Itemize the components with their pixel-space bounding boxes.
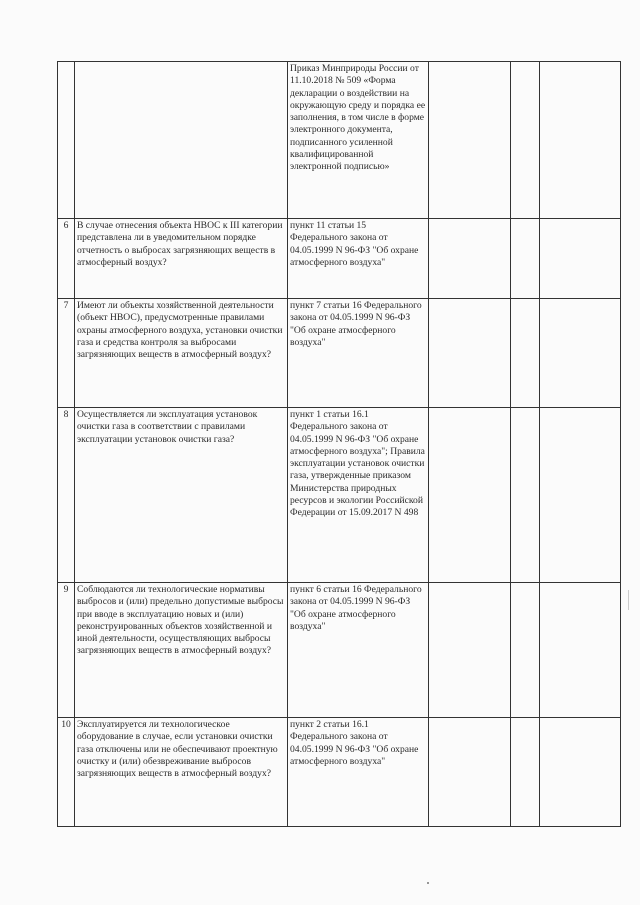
checklist-table — [57, 61, 621, 827]
row-number: 6 — [58, 219, 75, 299]
answer-cell — [511, 299, 540, 408]
requirements-cell: Приказ Минприроды России от 11.10.2018 № 509 «Форма декларации о воздействии на окружающую среду и порядка ее заполнения, в том числе в форме электронного документа, подписанного усиленной квалифицированной электронной подписью» — [288, 62, 429, 219]
answer-cell — [429, 299, 511, 408]
row-number — [58, 62, 75, 219]
row-number: 7 — [58, 299, 75, 408]
table-row — [58, 718, 621, 827]
note-cell — [540, 219, 621, 299]
question-cell: Имеют ли объекты хозяйственной деятельности (объект НВОС), предусмотренные правилами охраны атмосферного воздуха, установки очистки газа и средства контроля за выбросами загрязняющих веществ в атмосферный воздух? — [75, 299, 288, 408]
row-number: 10 — [58, 718, 75, 827]
answer-cell — [511, 62, 540, 219]
question-cell: Эксплуатируется ли технологическое оборудование в случае, если установки очистки газа отключены или не обеспечивают проектную очистку и (или) обезвреживание выбросов загрязняющих веществ в атмосферный воздух? — [75, 718, 288, 827]
scan-speck — [427, 882, 429, 884]
answer-cell — [429, 408, 511, 583]
question-cell: В случае отнесения объекта НВОС к III категории представлена ли в уведомительном порядке отчетность о выбросах загрязняющих веществ в атмосферный воздух? — [75, 219, 288, 299]
note-cell — [540, 583, 621, 718]
requirements-cell: пункт 11 статьи 15 Федерального закона от 04.05.1999 N 96-ФЗ "Об охране атмосферного воздуха" — [288, 219, 429, 299]
answer-cell — [429, 219, 511, 299]
answer-cell — [511, 718, 540, 827]
note-cell — [540, 299, 621, 408]
note-cell — [540, 62, 621, 219]
requirements-cell: пункт 2 статьи 16.1 Федерального закона от 04.05.1999 N 96-ФЗ "Об охране атмосферного воздуха" — [288, 718, 429, 827]
answer-cell — [511, 408, 540, 583]
scan-edge-mark — [628, 590, 629, 610]
table-row — [58, 408, 621, 583]
row-number: 9 — [58, 583, 75, 718]
answer-cell — [429, 62, 511, 219]
answer-cell — [511, 583, 540, 718]
table-row — [58, 219, 621, 299]
table-row — [58, 62, 621, 219]
note-cell — [540, 408, 621, 583]
requirements-cell: пункт 1 статьи 16.1 Федерального закона от 04.05.1999 N 96-ФЗ "Об охране атмосферного воздуха"; Правила эксплуатации установок очистки газа, утвержденные приказом Министерства природных ресурсов и экологии Российской Федерации от 15.09.2017 N 498 — [288, 408, 429, 583]
answer-cell — [429, 718, 511, 827]
question-cell — [75, 62, 288, 219]
row-number: 8 — [58, 408, 75, 583]
answer-cell — [429, 583, 511, 718]
table-row — [58, 583, 621, 718]
answer-cell — [511, 219, 540, 299]
question-cell: Соблюдаются ли технологические нормативы выбросов и (или) предельно допустимые выбросы при вводе в эксплуатацию новых и (или) реконструированных объектов хозяйственной и иной деятельности, осуществляющих выбросы загрязняющих веществ в атмосферный воздух? — [75, 583, 288, 718]
requirements-cell: пункт 7 статьи 16 Федерального закона от 04.05.1999 N 96-ФЗ "Об охране атмосферного воздуха" — [288, 299, 429, 408]
requirements-cell: пункт 6 статьи 16 Федерального закона от 04.05.1999 N 96-ФЗ "Об охране атмосферного воздуха" — [288, 583, 429, 718]
question-cell: Осуществляется ли эксплуатация установок очистки газа в соответствии с правилами эксплуатации установок очистки газа? — [75, 408, 288, 583]
note-cell — [540, 718, 621, 827]
table-row — [58, 299, 621, 408]
